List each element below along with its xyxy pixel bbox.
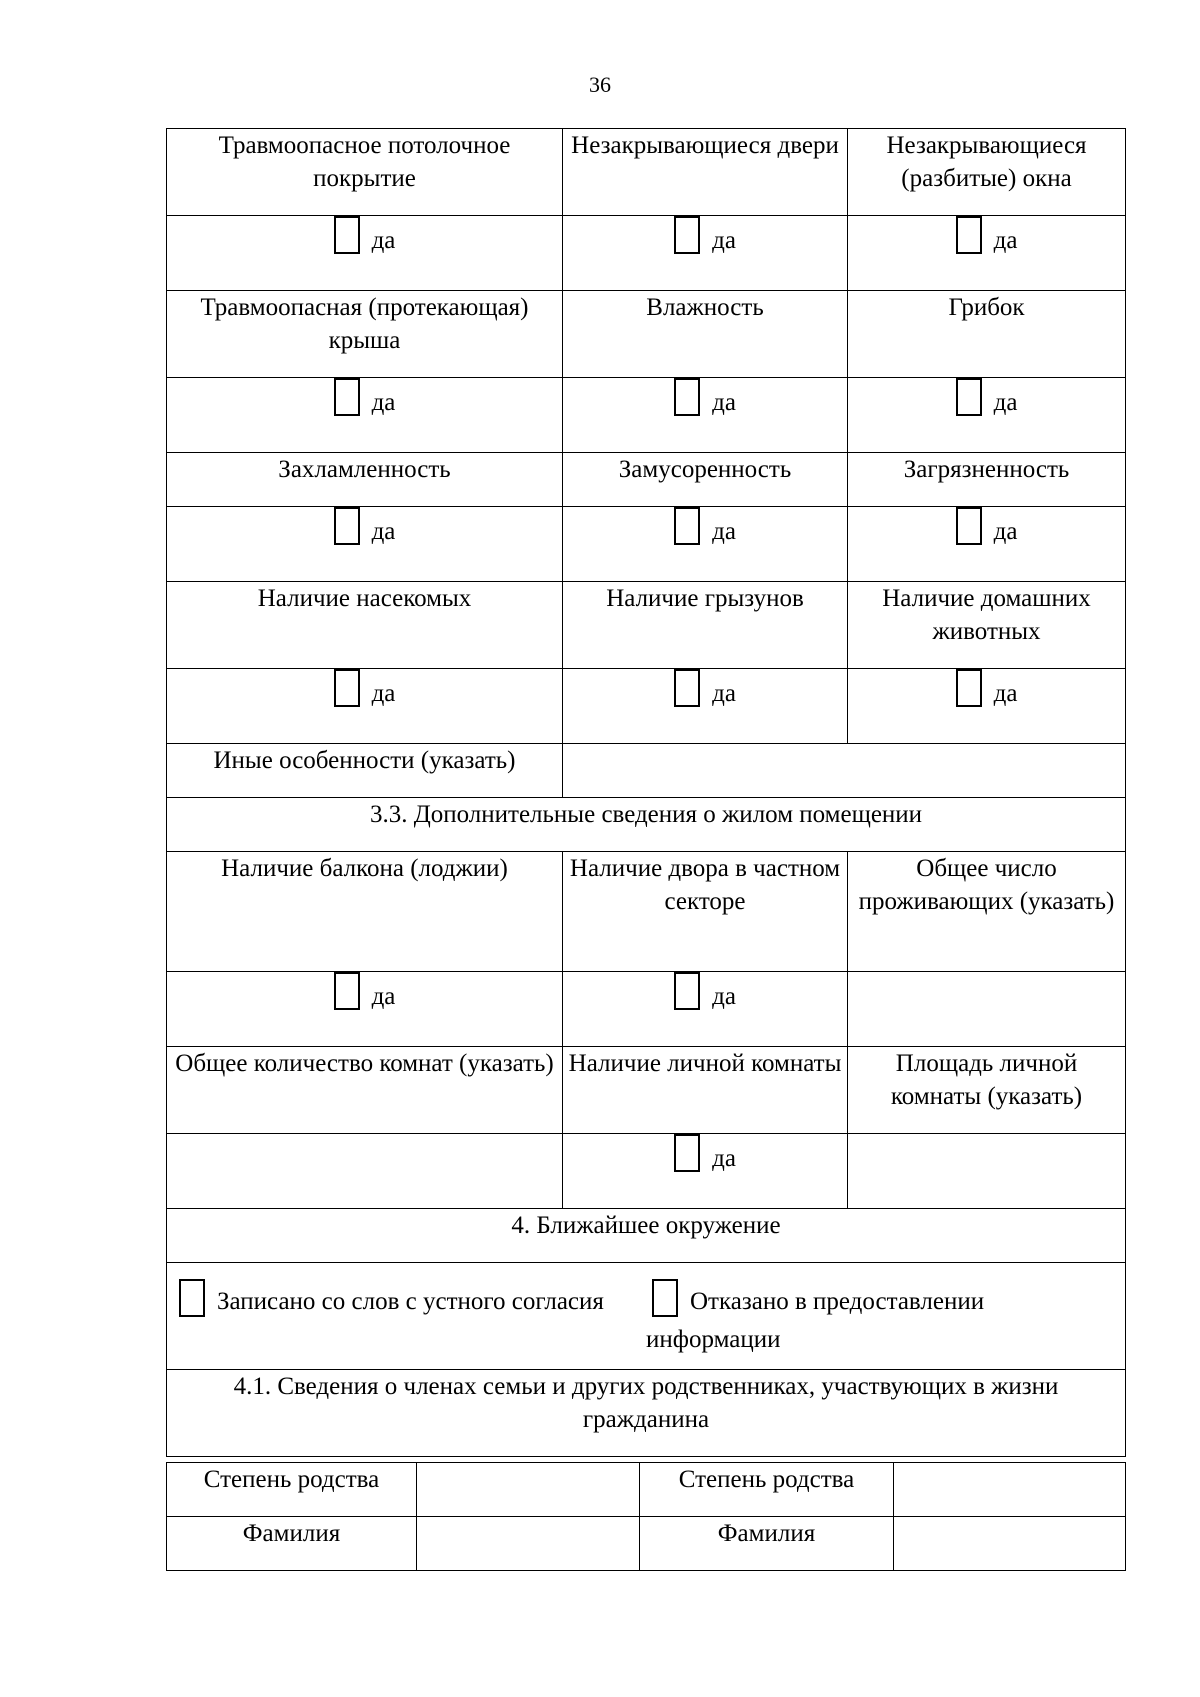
label-balcony: Наличие балкона (лоджии) [167,852,563,972]
page-number: 36 [589,72,611,97]
yes-label: да [993,227,1018,254]
row-consent [167,1263,1126,1370]
label-relation-1: Степень родства [167,1463,417,1517]
pets-checkbox[interactable] [956,669,982,707]
label-other-features: Иные особенности (указать) [167,744,563,798]
yes-label: да [712,1145,736,1172]
unsafe-ceiling-checkbox[interactable] [334,216,360,254]
cell-balcony [167,972,563,1047]
row-section-4-1 [167,1370,1126,1457]
row-checkboxes-4 [167,669,1126,744]
broken-windows-checkbox[interactable] [956,216,982,254]
label-private-yard: Наличие двора в частном секторе [563,852,848,972]
room-count-input[interactable] [167,1134,563,1209]
cell-unclosable-doors [563,216,848,291]
label-pollution: Загрязненность [848,453,1126,507]
other-features-input[interactable] [563,744,1126,798]
label-fungus: Грибок [848,291,1126,378]
row-labels-1 [167,129,1126,216]
yes-label: да [712,389,736,416]
label-litter: Замусоренность [563,453,848,507]
consent-cell [167,1263,1126,1370]
label-relation-2: Степень родства [640,1463,894,1517]
balcony-checkbox[interactable] [334,972,360,1010]
row-checkboxes-2 [167,378,1126,453]
cell-fungus [848,378,1126,453]
section-3-3-title: 3.3. Дополнительные сведения о жилом помещении [167,798,1126,852]
label-room-area: Площадь личной комнаты (указать) [848,1047,1126,1134]
refusal-checkbox[interactable] [652,1279,678,1317]
label-pets: Наличие домашних животных [848,582,1126,669]
surname-input-2[interactable] [894,1517,1126,1571]
label-surname-2: Фамилия [640,1517,894,1571]
relatives-table [166,1462,1126,1571]
rodents-checkbox[interactable] [674,669,700,707]
refusal-label: Отказано в предоставлении информации [646,1288,985,1353]
cell-rodents [563,669,848,744]
cell-pets [848,669,1126,744]
section-4-title: 4. Ближайшее окружение [167,1209,1126,1263]
label-leaking-roof: Травмоопасная (протекающая) крыша [167,291,563,378]
label-humidity: Влажность [563,291,848,378]
label-clutter: Захламленность [167,453,563,507]
consent-checkbox[interactable] [179,1279,205,1317]
yes-label: да [371,983,396,1010]
row-surname [167,1517,1126,1571]
clutter-checkbox[interactable] [334,507,360,545]
housing-conditions-form [166,128,1126,1457]
yes-label: да [712,227,736,254]
row-checkboxes-3 [167,507,1126,582]
pollution-checkbox[interactable] [956,507,982,545]
label-surname-1: Фамилия [167,1517,417,1571]
cell-insects [167,669,563,744]
row-3-3-labels-1 [167,852,1126,972]
humidity-checkbox[interactable] [674,378,700,416]
yes-label: да [712,983,736,1010]
unclosable-doors-checkbox[interactable] [674,216,700,254]
row-labels-2 [167,291,1126,378]
row-checkboxes-1 [167,216,1126,291]
yes-label: да [371,518,396,545]
cell-broken-windows [848,216,1126,291]
label-room-count: Общее количество комнат (указать) [167,1047,563,1134]
row-3-3-values-2 [167,1134,1126,1209]
label-rodents: Наличие грызунов [563,582,848,669]
label-insects: Наличие насекомых [167,582,563,669]
yes-label: да [712,680,736,707]
cell-clutter [167,507,563,582]
residents-count-input[interactable] [848,972,1126,1047]
surname-input-1[interactable] [417,1517,640,1571]
yes-label: да [371,389,396,416]
cell-humidity [563,378,848,453]
personal-room-checkbox[interactable] [674,1134,700,1172]
yes-label: да [371,227,396,254]
yes-label: да [993,680,1018,707]
private-yard-checkbox[interactable] [674,972,700,1010]
cell-unsafe-ceiling [167,216,563,291]
section-4-1-title: 4.1. Сведения о членах семьи и других родственниках, участвующих в жизни гражданина [167,1370,1126,1457]
cell-leaking-roof [167,378,563,453]
row-section-4 [167,1209,1126,1263]
yes-label: да [993,389,1018,416]
row-relation [167,1463,1126,1517]
cell-litter [563,507,848,582]
yes-label: да [712,518,736,545]
row-labels-3 [167,453,1126,507]
refusal-option [646,1279,1119,1359]
yes-label: да [993,518,1018,545]
leaking-roof-checkbox[interactable] [334,378,360,416]
row-3-3-values-1 [167,972,1126,1047]
row-section-3-3 [167,798,1126,852]
label-unclosable-doors: Незакрывающиеся двери [563,129,848,216]
fungus-checkbox[interactable] [956,378,982,416]
yes-label: да [371,680,396,707]
relation-input-1[interactable] [417,1463,640,1517]
label-broken-windows: Незакрывающиеся (разбитые) окна [848,129,1126,216]
row-3-3-labels-2 [167,1047,1126,1134]
label-unsafe-ceiling: Травмоопасное потолочное покрытие [167,129,563,216]
row-other-features [167,744,1126,798]
cell-personal-room [563,1134,848,1209]
label-residents-count: Общее число проживающих (указать) [848,852,1126,972]
room-area-input[interactable] [848,1134,1126,1209]
relation-input-2[interactable] [894,1463,1126,1517]
cell-private-yard [563,972,848,1047]
consent-label: Записано со слов с устного согласия [217,1288,604,1315]
cell-pollution [848,507,1126,582]
litter-checkbox[interactable] [674,507,700,545]
consent-option [173,1279,646,1359]
label-personal-room: Наличие личной комнаты [563,1047,848,1134]
insects-checkbox[interactable] [334,669,360,707]
row-labels-4 [167,582,1126,669]
